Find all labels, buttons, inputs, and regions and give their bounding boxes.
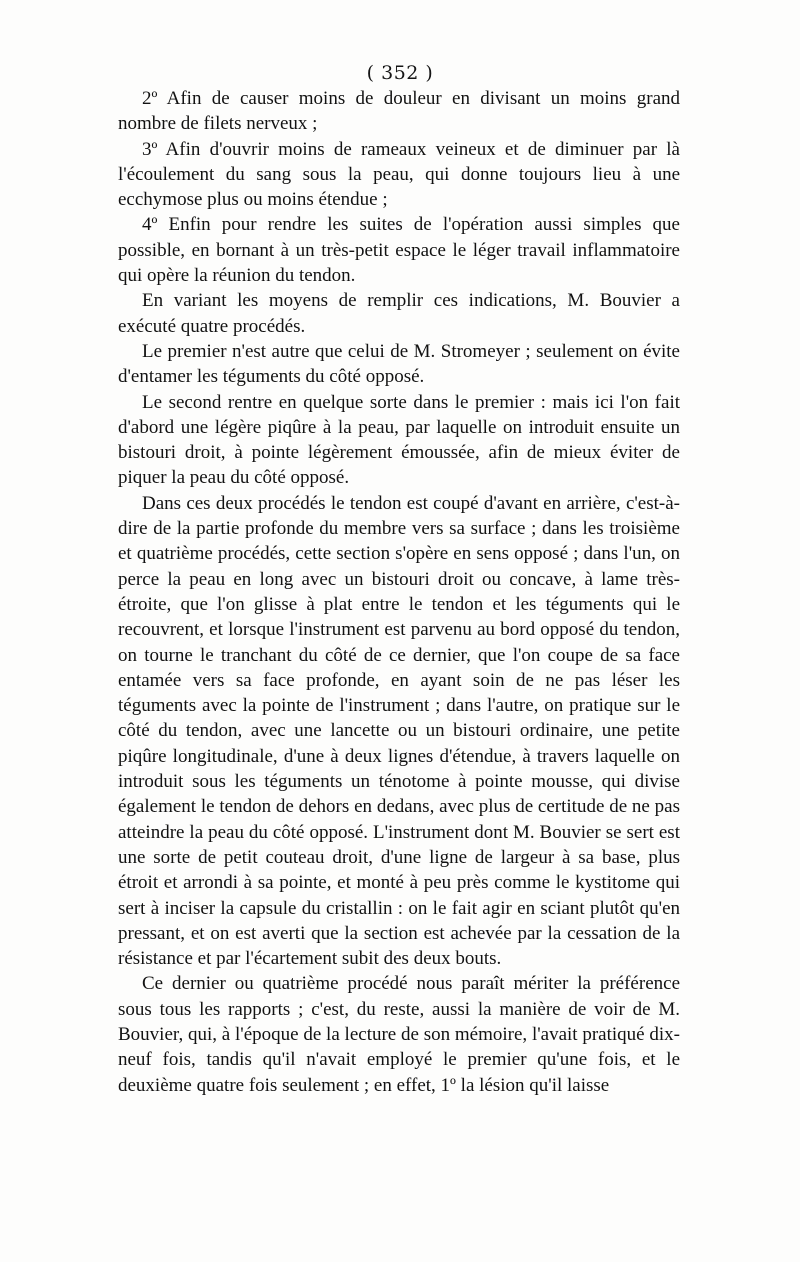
paragraph-first-procedure: Le premier n'est autre que celui de M. Stromeyer ; seulement on évite d'entamer les téguments du côté opposé. xyxy=(118,340,680,388)
paragraph-procedures-intro: En variant les moyens de remplir ces indications, M. Bouvier a exécuté quatre procédés. xyxy=(118,290,680,337)
paragraph-3: 3º Afin d'ouvrir moins de rameaux veineux et de diminuer par là l'écoulement du sang sous la peau, qui donne toujours lieu à une ecchymose plus ou moins étendue ; xyxy=(118,138,680,211)
paragraph-2: 2º Afin de causer moins de douleur en divisant un moins grand nombre de filets nerveux ; xyxy=(118,88,680,135)
paragraph-third-fourth-procedures: Dans ces deux procédés le tendon est coupé d'avant en arrière, c'est-à-dire de la partie profonde du membre vers sa surface ; dans les troisième et quatrième procédés, cette section s'opère en sens opposé ; dans l'un, on perce la peau en long avec un bistouri droit ou concave, à lame très-étroite, que l'on glisse à plat entre le tendon et les téguments qui le recouvrent, et lorsque l'instrument est parvenu au bord opposé du tendon, on tourne le tranchant du côté de ce dernier, que l'on coupe de sa face entamée vers sa face profonde, en ayant soin de ne pas léser les téguments avec la pointe de l'instrument ; dans l'autre, on pratique sur le côté du tendon, avec une lancette ou un bistouri ordinaire, une petite piqûre longitudinale, d'une à deux lignes d'étendue, à travers laquelle on introduit sous les téguments un ténotome à pointe mousse, qui divise également le tendon de dehors en dedans, avec plus de certitude de ne pas atteindre la peau du côté opposé. L'instrument dont M. Bouvier se sert est une sorte de petit couteau droit, d'une ligne de largeur à sa base, plus étroit et arrondi à sa pointe, et monté à peu près comme le kystitome qui sert à inciser la capsule du cristallin : on le fait agir en sciant plutôt qu'en pressant, et on est averti que la section est achevée par la cessation de la résistance et par l'écartement subit des deux bouts. xyxy=(118,492,680,970)
paragraph-4: 4º Enfin pour rendre les suites de l'opération aussi simples que possible, en bornant à un très-petit espace le léger travail inflammatoire qui opère la réunion du tendon. xyxy=(118,214,680,287)
paragraph-preference: Ce dernier ou quatrième procédé nous paraît mériter la préférence sous tous les rapports ; c'est, du reste, aussi la manière de voir de M. Bouvier, qui, à l'époque de la lecture de son mémoire, l'avait pratiqué dix-neuf fois, tandis qu'il n'avait employé le premier qu'une fois, et le deuxième quatre fois seulement ; en effet, 1º la lésion qu'il laisse xyxy=(118,973,680,1096)
body-text xyxy=(118,86,680,1098)
page-number: ( 352 ) xyxy=(366,62,434,84)
paragraph-second-procedure: Le second rentre en quelque sorte dans le premier : mais ici l'on fait d'abord une légère piqûre à la peau, par laquelle on introduit ensuite un bistouri droit, à pointe légèrement émoussée, afin de mieux éviter de piquer la peau du côté opposé. xyxy=(118,391,680,489)
